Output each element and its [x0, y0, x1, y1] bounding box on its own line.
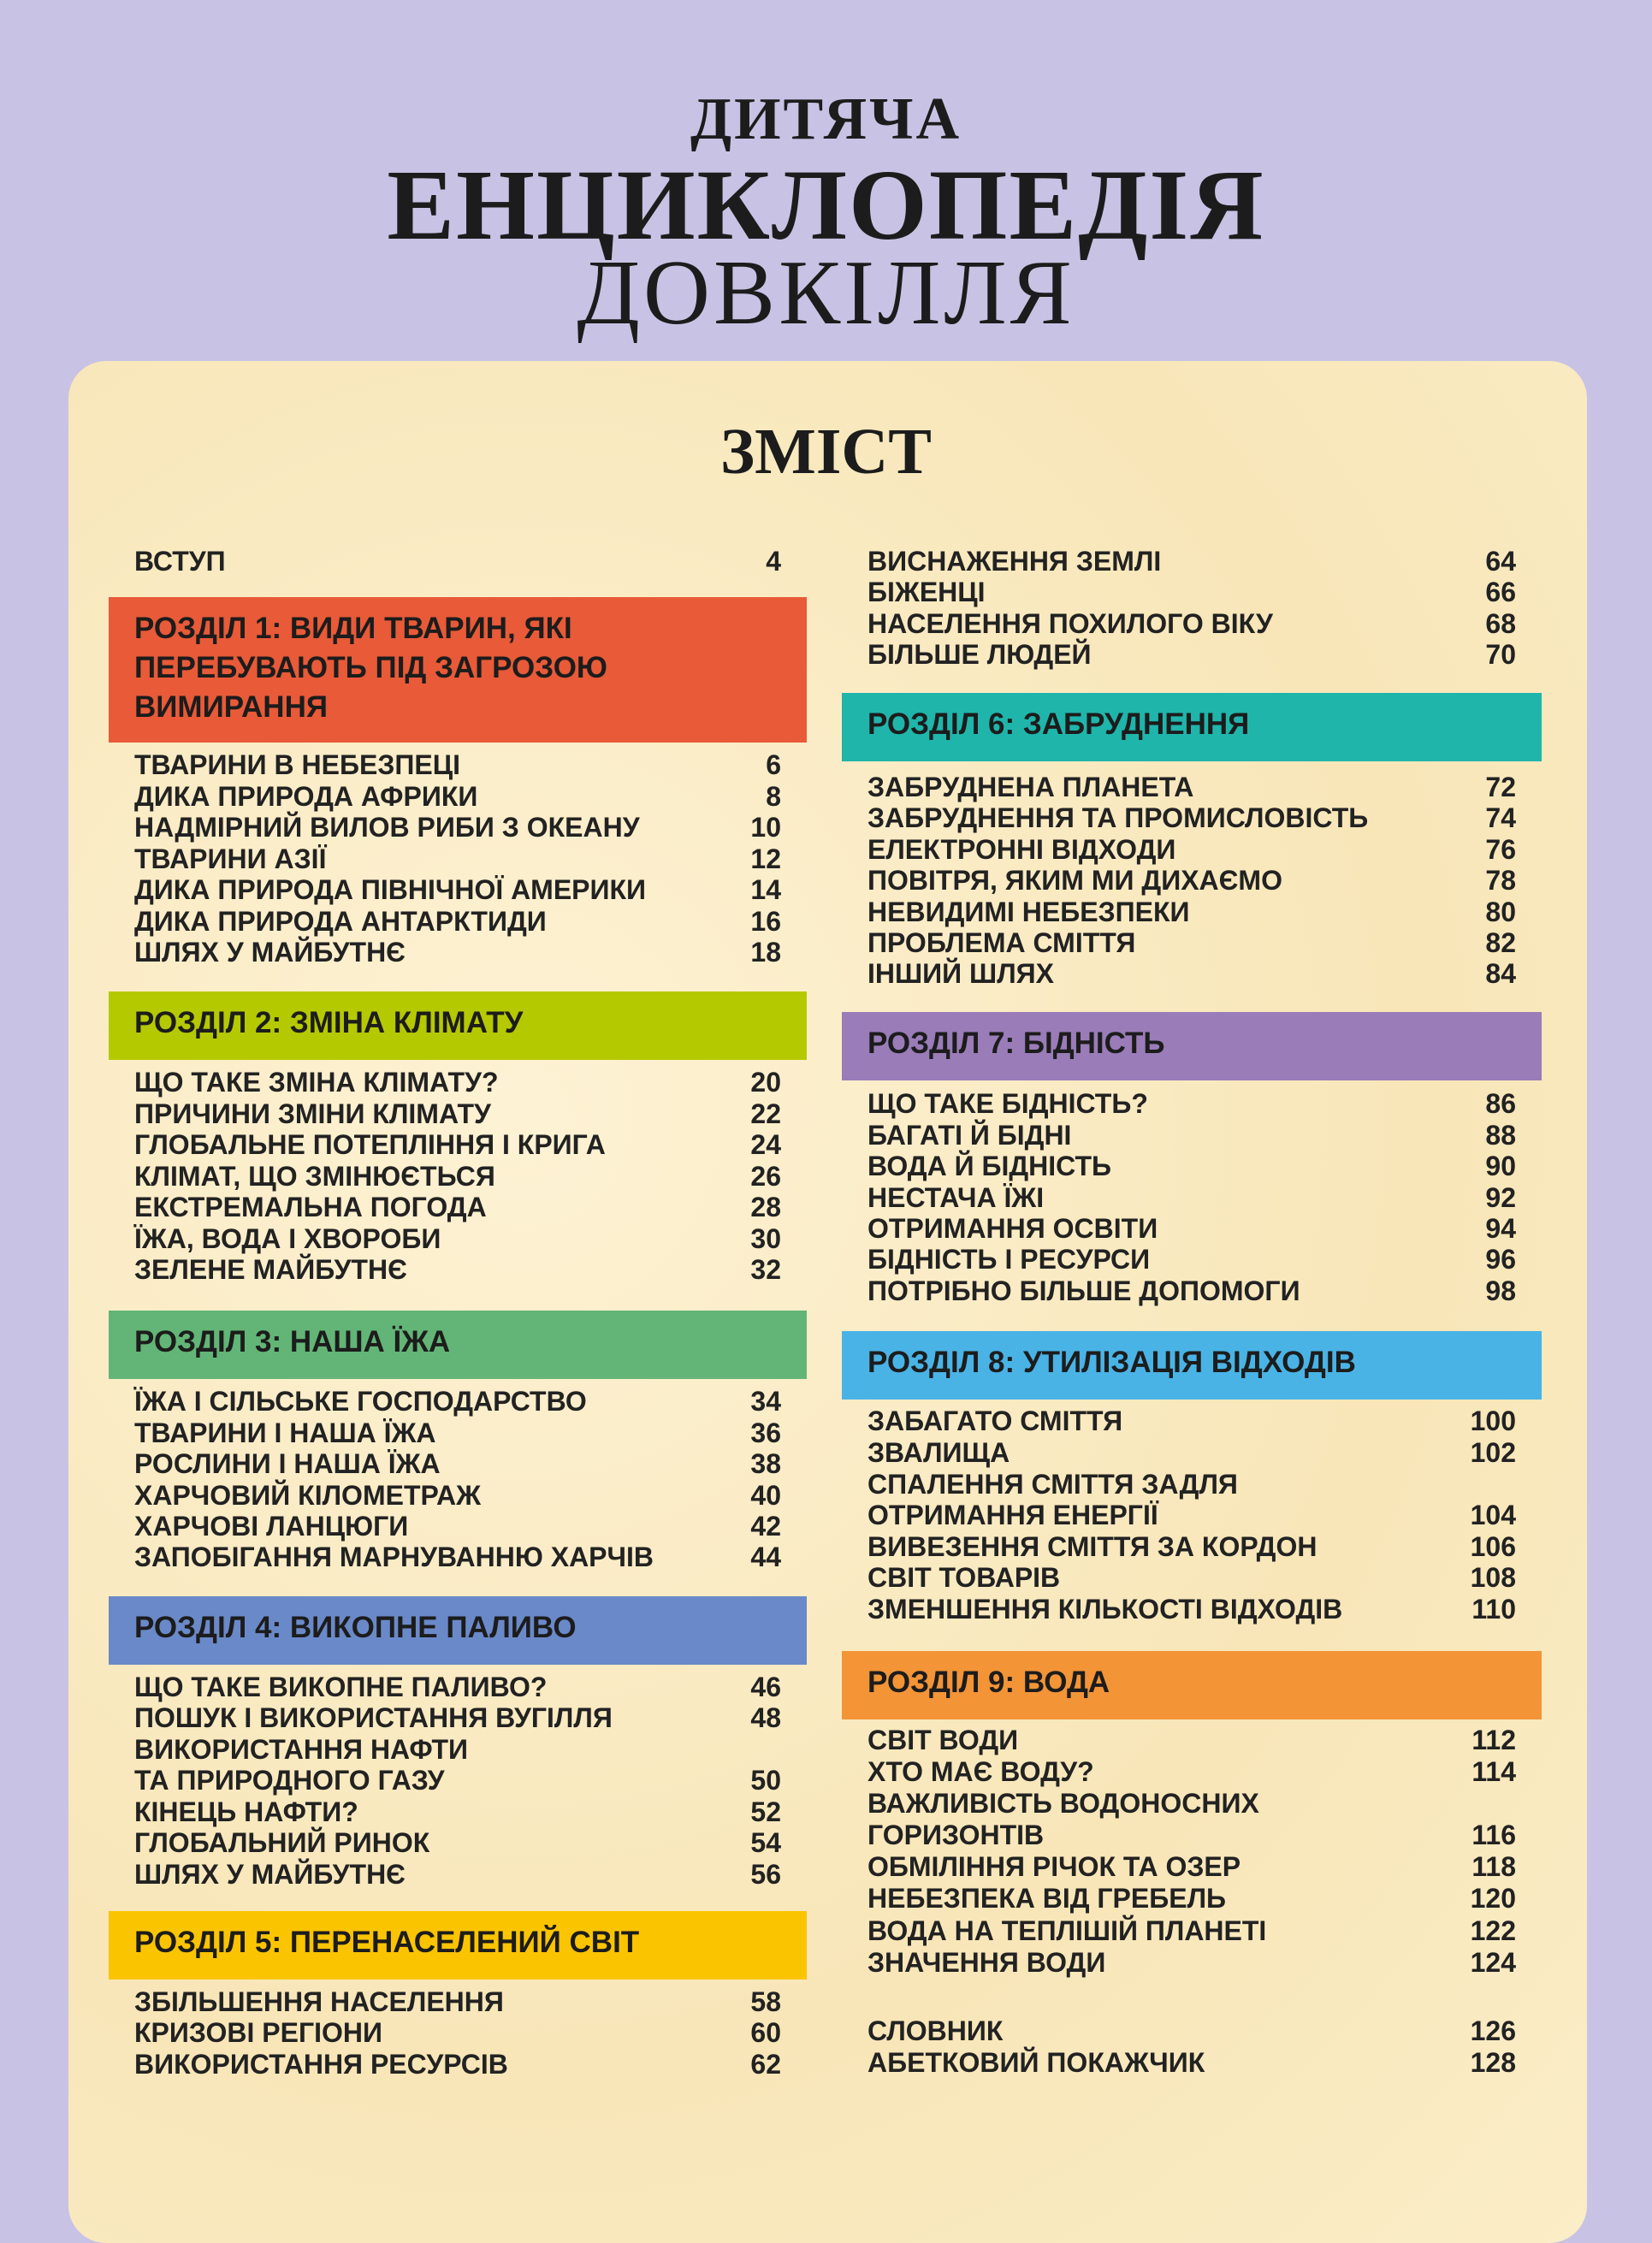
toc-entry[interactable] — [867, 1120, 1516, 1151]
toc-entry[interactable] — [134, 1734, 781, 1766]
entry-label: БАГАТІ Й БІДНІ — [867, 1120, 1072, 1151]
entry-page: 68 — [1485, 608, 1516, 639]
entry-label: ЗВАЛИЩА — [867, 1437, 1010, 1468]
toc-entry[interactable] — [134, 1254, 781, 1286]
entry-page: 108 — [1470, 1562, 1516, 1593]
entry-label: ХТО МАЄ ВОДУ? — [867, 1756, 1094, 1787]
entry-label: ЗАБРУДНЕННЯ ТА ПРОМИСЛОВІСТЬ — [867, 802, 1369, 833]
entry-label: ВИКОРИСТАННЯ РЕСУРСІВ — [134, 2049, 508, 2080]
entry-page: 88 — [1485, 1120, 1516, 1151]
entry-label: БІДНІСТЬ І РЕСУРСИ — [867, 1244, 1151, 1275]
entry-page: 26 — [750, 1161, 781, 1192]
entry-label: ЇЖА, ВОДА І ХВОРОБИ — [134, 1223, 441, 1254]
toc-entry[interactable] — [867, 865, 1516, 897]
entry-page: 36 — [750, 1417, 781, 1448]
toc-entry[interactable] — [867, 1883, 1516, 1915]
entry-label: ТВАРИНИ І НАША ЇЖА — [134, 1417, 436, 1448]
entry-label: ГЛОБАЛЬНЕ ПОТЕПЛІННЯ І КРИГА — [134, 1129, 606, 1160]
toc-entry[interactable] — [134, 1223, 781, 1255]
entry-label: НАСЕЛЕННЯ ПОХИЛОГО ВІКУ — [867, 608, 1273, 639]
entry-page: 48 — [750, 1702, 781, 1733]
entry-label: ПРОБЛЕМА СМІТТЯ — [867, 927, 1136, 958]
entry-page: 110 — [1471, 1594, 1516, 1625]
toc-entry-index[interactable] — [867, 2047, 1516, 2079]
entry-label: КІНЕЦЬ НАФТИ? — [134, 1796, 358, 1827]
toc-entry[interactable] — [867, 958, 1516, 990]
entry-page: 18 — [750, 937, 781, 968]
entry-label: ХАРЧОВІ ЛАНЦЮГИ — [134, 1511, 409, 1542]
entry-label: ЩО ТАКЕ ЗМІНА КЛІМАТУ? — [134, 1067, 499, 1098]
toc-entry[interactable] — [134, 1511, 781, 1542]
entry-page: 102 — [1470, 1437, 1516, 1468]
toc-entry[interactable] — [134, 1129, 781, 1161]
entry-label: ВОДА НА ТЕПЛІШІЙ ПЛАНЕТІ — [867, 1915, 1267, 1946]
entry-label: ЕКСТРЕМАЛЬНА ПОГОДА — [134, 1192, 487, 1222]
toc-entry[interactable] — [134, 1542, 781, 1573]
toc-entry[interactable] — [867, 1244, 1516, 1275]
entry-label: ДИКА ПРИРОДА АНТАРКТИДИ — [134, 906, 547, 937]
toc-entry[interactable] — [867, 546, 1516, 577]
toc-entry[interactable] — [867, 1275, 1516, 1307]
toc-entry[interactable] — [867, 1788, 1516, 1820]
toc-entry[interactable] — [134, 1796, 781, 1828]
toc-entry[interactable] — [134, 1386, 781, 1417]
entry-label: ЕЛЕКТРОННІ ВІДХОДИ — [867, 834, 1176, 865]
toc-entry[interactable] — [867, 1915, 1516, 1947]
toc-entry[interactable] — [867, 1406, 1516, 1437]
entry-page: 76 — [1485, 834, 1516, 865]
entry-label: НЕСТАЧА ЇЖІ — [867, 1182, 1045, 1213]
entry-label: СВІТ ТОВАРІВ — [867, 1562, 1061, 1593]
entry-page: 92 — [1485, 1182, 1516, 1213]
entry-label: ЗАПОБІГАННЯ МАРНУВАННЮ ХАРЧІВ — [134, 1542, 654, 1572]
entry-page: 84 — [1485, 958, 1516, 989]
toc-entry[interactable] — [867, 1500, 1516, 1531]
section-header-7[interactable]: РОЗДІЛ 7: БІДНІСТЬ — [842, 1012, 1542, 1080]
toc-entry[interactable] — [134, 1827, 781, 1859]
entry-page: 114 — [1471, 1756, 1516, 1787]
toc-entry[interactable] — [867, 834, 1516, 866]
entry-page: 66 — [1485, 577, 1516, 607]
entry-label: ПРИЧИНИ ЗМІНИ КЛІМАТУ — [134, 1098, 491, 1129]
toc-entry[interactable] — [134, 1859, 781, 1891]
entry-page: 64 — [1485, 546, 1516, 577]
section-header-5[interactable]: РОЗДІЛ 5: ПЕРЕНАСЕЛЕНИЙ СВІТ — [109, 1911, 807, 1980]
entry-label: ЗМЕНШЕННЯ КІЛЬКОСТІ ВІДХОДІВ — [867, 1594, 1343, 1625]
entry-page: 44 — [750, 1542, 781, 1572]
toc-entry[interactable] — [134, 2017, 781, 2049]
entry-page: 78 — [1485, 865, 1516, 896]
entry-label: ТА ПРИРОДНОГО ГАЗУ — [134, 1765, 445, 1796]
entry-label: БІЖЕНЦІ — [867, 577, 986, 607]
toc-entry[interactable] — [134, 1448, 781, 1480]
entry-page: 120 — [1470, 1883, 1516, 1914]
toc-entry[interactable] — [867, 1756, 1516, 1788]
toc-entry[interactable] — [867, 1725, 1516, 1756]
entry-page: 50 — [750, 1765, 781, 1796]
entry-label: ШЛЯХ У МАЙБУТНЄ — [134, 1859, 406, 1890]
toc-entry[interactable] — [134, 1098, 781, 1130]
toc-entry[interactable] — [867, 1213, 1516, 1245]
entry-label: АБЕТКОВИЙ ПОКАЖЧИК — [867, 2047, 1205, 2078]
toc-entry[interactable] — [134, 1672, 781, 1703]
entry-page: 8 — [766, 781, 781, 812]
entry-label: ТВАРИНИ АЗІЇ — [134, 843, 327, 874]
entry-page: 60 — [750, 2017, 781, 2048]
entry-label: ЩО ТАКЕ БІДНІСТЬ? — [867, 1088, 1148, 1119]
toc-entry[interactable] — [134, 843, 781, 875]
entry-page: 16 — [750, 906, 781, 937]
entry-page: 34 — [750, 1386, 781, 1417]
section-header-2[interactable]: РОЗДІЛ 2: ЗМІНА КЛІМАТУ — [109, 991, 807, 1060]
toc-entry[interactable] — [867, 608, 1516, 640]
entry-page: 82 — [1485, 927, 1516, 958]
entry-page: 10 — [750, 812, 781, 843]
toc-entry[interactable] — [867, 1594, 1516, 1625]
toc-entry[interactable] — [867, 1947, 1516, 1979]
toc-entry[interactable] — [134, 1986, 781, 2018]
entry-page: 72 — [1485, 772, 1516, 802]
entry-label: НЕВИДИМІ НЕБЕЗПЕКИ — [867, 897, 1190, 927]
section-header-1[interactable]: РОЗДІЛ 1: ВИДИ ТВАРИН, ЯКІ ПЕРЕБУВАЮТЬ ПІД ЗАГРОЗОЮ ВИМИРАННЯ — [109, 597, 807, 743]
toc-entry[interactable] — [867, 1820, 1516, 1851]
entry-label: СВІТ ВОДИ — [867, 1725, 1019, 1755]
toc-entry[interactable] — [867, 772, 1516, 803]
entry-label: ПОТРІБНО БІЛЬШЕ ДОПОМОГИ — [867, 1275, 1300, 1306]
entry-label: ЗНАЧЕННЯ ВОДИ — [867, 1947, 1106, 1978]
entry-page: 124 — [1470, 1947, 1516, 1978]
entry-label: ЗБІЛЬШЕННЯ НАСЕЛЕННЯ — [134, 1986, 504, 2017]
toc-entry-glossary[interactable] — [867, 2015, 1516, 2047]
entry-page: 70 — [1485, 639, 1516, 670]
entry-label: СЛОВНИК — [867, 2015, 1004, 2046]
title-line-1: ДИТЯЧА — [690, 86, 962, 152]
entry-label: КРИЗОВІ РЕГІОНИ — [134, 2017, 382, 2048]
toc-entry[interactable] — [134, 812, 781, 843]
toc-entry[interactable] — [134, 1067, 781, 1098]
title-line-2: ЕНЦИКЛОПЕДІЯ — [387, 149, 1265, 261]
entry-label: КЛІМАТ, ЩО ЗМІНЮЄТЬСЯ — [134, 1161, 495, 1192]
entry-page: 4 — [766, 546, 781, 577]
entry-label: ГОРИЗОНТІВ — [867, 1820, 1045, 1850]
entry-label: РОСЛИНИ І НАША ЇЖА — [134, 1448, 441, 1479]
section-header-3[interactable]: РОЗДІЛ 3: НАША ЇЖА — [109, 1311, 807, 1379]
entry-label: ЗАБРУДНЕНА ПЛАНЕТА — [867, 772, 1194, 802]
entry-label: ЇЖА І СІЛЬСЬКЕ ГОСПОДАРСТВО — [134, 1386, 587, 1417]
toc-entry[interactable] — [867, 1182, 1516, 1214]
entry-label: ПОВІТРЯ, ЯКИМ МИ ДИХАЄМО — [867, 865, 1282, 896]
entry-label: ВСТУП — [134, 546, 226, 577]
section-header-4[interactable]: РОЗДІЛ 4: ВИКОПНЕ ПАЛИВО — [109, 1596, 807, 1665]
entry-label: СПАЛЕННЯ СМІТТЯ ЗАДЛЯ — [867, 1469, 1238, 1500]
entry-label: ШЛЯХ У МАЙБУТНЄ — [134, 937, 406, 968]
entry-label: ВОДА Й БІДНІСТЬ — [867, 1151, 1112, 1181]
entry-label: ДИКА ПРИРОДА АФРИКИ — [134, 781, 478, 812]
entry-page: 126 — [1470, 2015, 1516, 2046]
toc-entry[interactable] — [134, 1417, 781, 1449]
entry-label: НАДМІРНИЙ ВИЛОВ РИБИ З ОКЕАНУ — [134, 812, 640, 843]
entry-page: 12 — [750, 843, 781, 874]
entry-label: ОБМІЛІННЯ РІЧОК ТА ОЗЕР — [867, 1851, 1241, 1882]
toc-entry[interactable] — [134, 1480, 781, 1512]
entry-label: ТВАРИНИ В НЕБЕЗПЕЦІ — [134, 749, 460, 780]
entry-page: 128 — [1470, 2047, 1516, 2078]
entry-page: 22 — [750, 1098, 781, 1129]
entry-page: 42 — [750, 1511, 781, 1542]
toc-entry[interactable] — [134, 2049, 781, 2080]
entry-label: ВИВЕЗЕННЯ СМІТТЯ ЗА КОРДОН — [867, 1531, 1317, 1562]
entry-label: БІЛЬШЕ ЛЮДЕЙ — [867, 639, 1092, 670]
toc-entry[interactable] — [134, 937, 781, 968]
entry-page: 118 — [1471, 1851, 1516, 1882]
entry-label: ПОШУК І ВИКОРИСТАННЯ ВУГІЛЛЯ — [134, 1702, 613, 1733]
entry-page: 14 — [750, 874, 781, 905]
toc-entry[interactable] — [867, 1088, 1516, 1120]
entry-page: 6 — [766, 749, 781, 780]
toc-entry[interactable] — [867, 639, 1516, 671]
toc-entry[interactable] — [867, 897, 1516, 928]
section-header-6[interactable]: РОЗДІЛ 6: ЗАБРУДНЕННЯ — [842, 693, 1542, 761]
entry-page: 98 — [1485, 1275, 1516, 1306]
entry-page: 52 — [750, 1796, 781, 1827]
entry-page: 30 — [750, 1223, 781, 1254]
toc-entry[interactable] — [134, 874, 781, 906]
entry-label: ВИСНАЖЕННЯ ЗЕМЛІ — [867, 546, 1162, 577]
entry-page: 116 — [1471, 1820, 1516, 1850]
toc-entry[interactable] — [867, 802, 1516, 834]
entry-page: 86 — [1485, 1088, 1516, 1119]
entry-label: ГЛОБАЛЬНИЙ РИНОК — [134, 1827, 430, 1858]
entry-label: ВИКОРИСТАННЯ НАФТИ — [134, 1734, 468, 1765]
section-header-8[interactable]: РОЗДІЛ 8: УТИЛІЗАЦІЯ ВІДХОДІВ — [842, 1331, 1542, 1400]
entry-page: 56 — [750, 1859, 781, 1890]
entry-page: 28 — [750, 1192, 781, 1222]
toc-entry[interactable] — [867, 1531, 1516, 1563]
entry-label: ІНШИЙ ШЛЯХ — [867, 958, 1054, 989]
toc-entry[interactable] — [867, 1151, 1516, 1182]
entry-page: 24 — [750, 1129, 781, 1160]
toc-entry[interactable] — [867, 577, 1516, 608]
entry-page: 62 — [750, 2049, 781, 2080]
toc-entry-intro[interactable] — [134, 546, 781, 577]
entry-page: 40 — [750, 1480, 781, 1511]
toc-entry[interactable] — [867, 1562, 1516, 1594]
section-header-9[interactable]: РОЗДІЛ 9: ВОДА — [842, 1651, 1542, 1719]
title-line-3: ДОВКІЛЛЯ — [577, 242, 1075, 344]
entry-page: 20 — [750, 1067, 781, 1098]
entry-page: 100 — [1470, 1406, 1516, 1436]
entry-page: 80 — [1485, 897, 1516, 927]
entry-page: 104 — [1470, 1500, 1516, 1530]
toc-entry[interactable] — [867, 1851, 1516, 1883]
contents-heading: ЗМІСТ — [720, 416, 932, 488]
entry-page: 94 — [1485, 1213, 1516, 1244]
entry-page: 96 — [1485, 1244, 1516, 1275]
entry-page: 32 — [750, 1254, 781, 1285]
toc-entry[interactable] — [867, 927, 1516, 959]
toc-entry[interactable] — [867, 1437, 1516, 1469]
toc-entry[interactable] — [134, 749, 781, 781]
entry-label: ОТРИМАННЯ ЕНЕРГІЇ — [867, 1500, 1158, 1530]
entry-page: 58 — [750, 1986, 781, 2017]
entry-label: ХАРЧОВИЙ КІЛОМЕТРАЖ — [134, 1480, 482, 1511]
entry-page: 38 — [750, 1448, 781, 1479]
entry-page: 122 — [1470, 1915, 1516, 1946]
entry-label: ЗЕЛЕНЕ МАЙБУТНЄ — [134, 1254, 407, 1285]
entry-page: 46 — [750, 1672, 781, 1702]
entry-label: ВАЖЛИВІСТЬ ВОДОНОСНИХ — [867, 1788, 1259, 1819]
entry-page: 74 — [1485, 802, 1516, 833]
toc-entry[interactable] — [134, 781, 781, 813]
toc-entry[interactable] — [134, 906, 781, 938]
toc-entry[interactable] — [134, 1161, 781, 1193]
entry-label: ЩО ТАКЕ ВИКОПНЕ ПАЛИВО? — [134, 1672, 548, 1702]
toc-entry[interactable] — [134, 1702, 781, 1734]
toc-entry[interactable] — [134, 1192, 781, 1223]
entry-page: 54 — [750, 1827, 781, 1858]
entry-label: ОТРИМАННЯ ОСВІТИ — [867, 1213, 1158, 1244]
entry-page: 90 — [1485, 1151, 1516, 1181]
toc-entry[interactable] — [867, 1469, 1516, 1500]
entry-label: ЗАБАГАТО СМІТТЯ — [867, 1406, 1123, 1436]
entry-page: 112 — [1471, 1725, 1516, 1755]
toc-entry[interactable] — [134, 1765, 781, 1796]
entry-page: 106 — [1470, 1531, 1516, 1562]
entry-label: НЕБЕЗПЕКА ВІД ГРЕБЕЛЬ — [867, 1883, 1227, 1914]
entry-label: ДИКА ПРИРОДА ПІВНІЧНОЇ АМЕРИКИ — [134, 874, 647, 905]
